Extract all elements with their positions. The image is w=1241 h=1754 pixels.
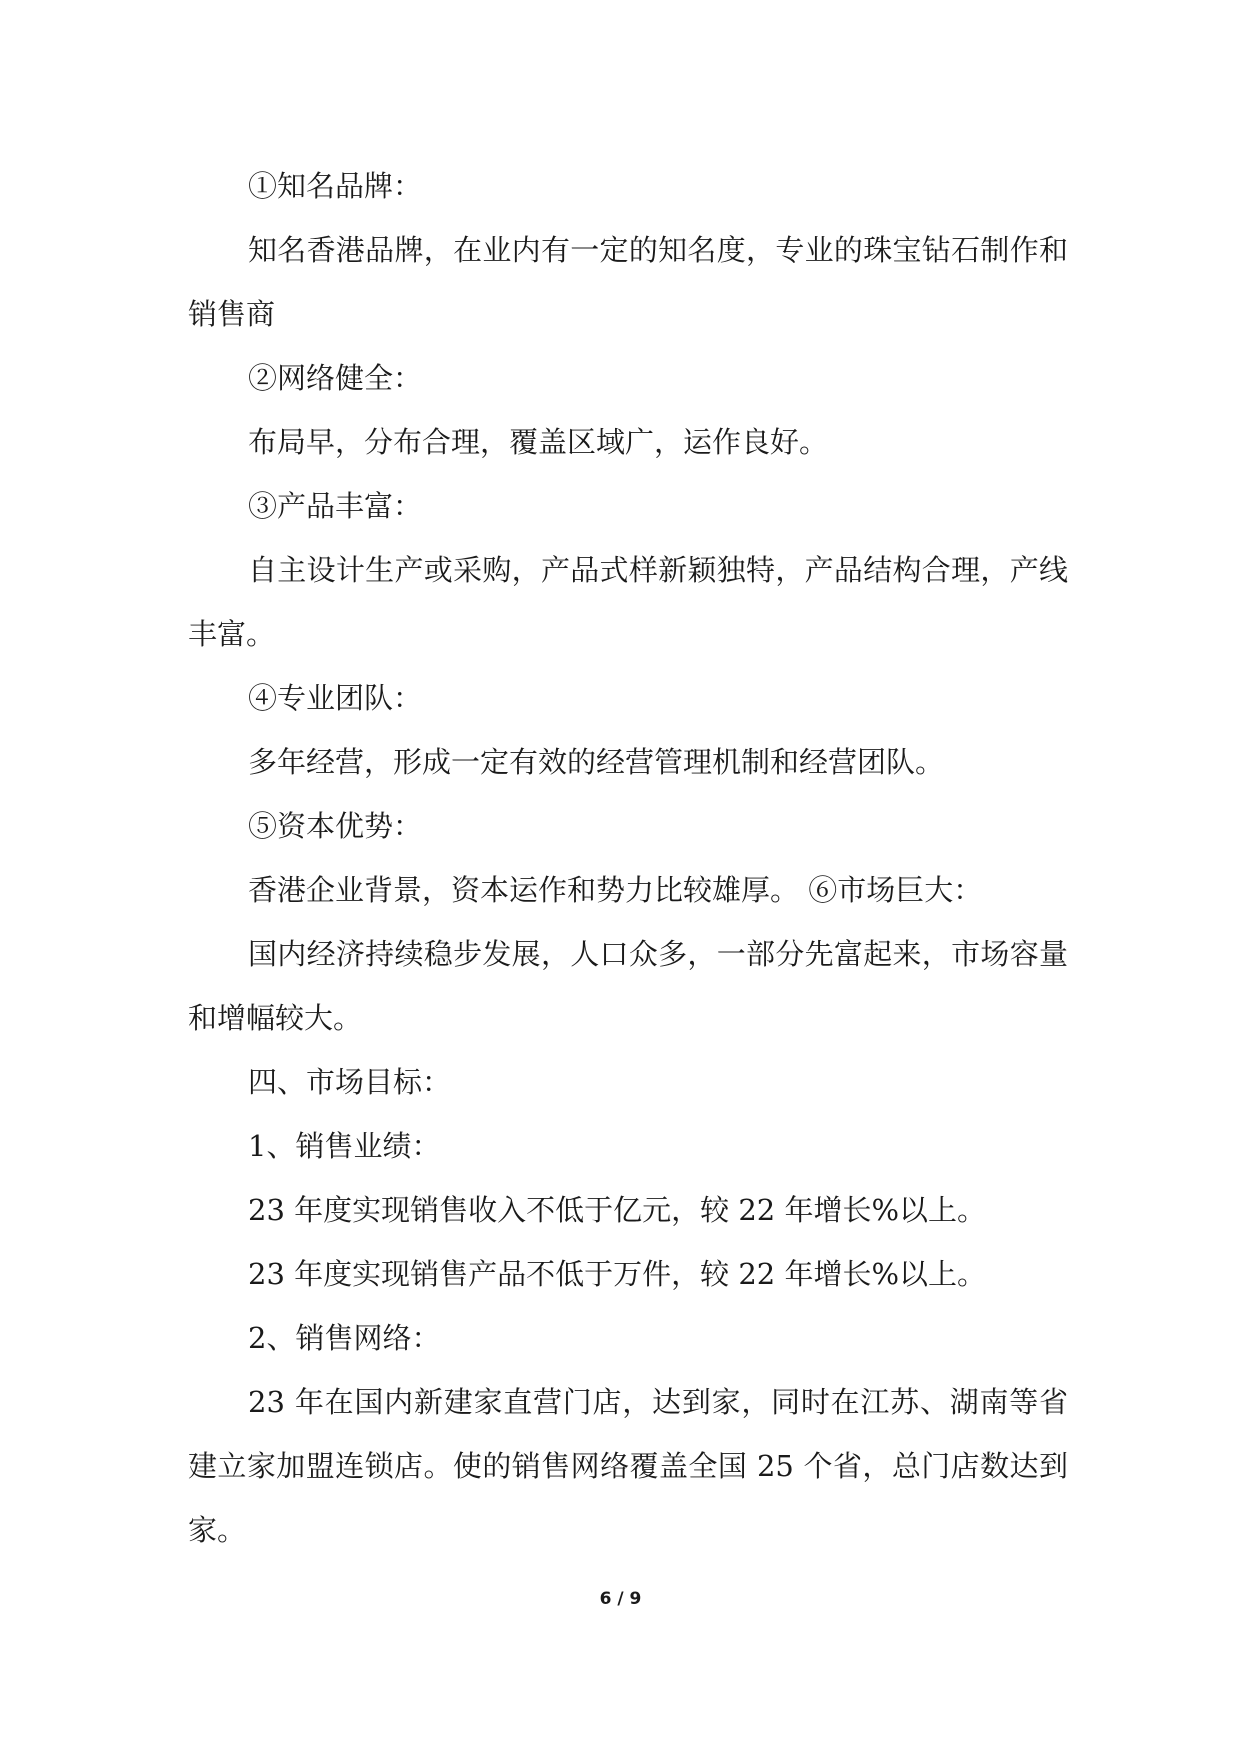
- paragraph: 国内经济持续稳步发展，人口众多，一部分先富起来，市场容量和增幅较大。: [188, 937, 1068, 1035]
- section-heading: 四、市场目标：: [248, 1065, 452, 1099]
- paragraph: 布局早，分布合理，覆盖区域广，运作良好。: [248, 425, 829, 459]
- subsection-heading: 2、销售网络：: [248, 1321, 441, 1355]
- subsection-heading: 1、销售业绩：: [248, 1129, 441, 1163]
- page-number: 6 / 9: [599, 1589, 642, 1609]
- paragraph: 知名香港品牌，在业内有一定的知名度，专业的珠宝钻石制作和销售商: [188, 233, 1068, 331]
- document-body: [188, 154, 1068, 1562]
- paragraph: 23 年在国内新建家直营门店，达到家，同时在江苏、湖南等省建立家加盟连锁店。使的销售网络覆盖全国 25 个省，总门店数达到家。: [188, 1385, 1068, 1547]
- paragraph: 自主设计生产或采购，产品式样新颖独特，产品结构合理，产线丰富。: [188, 553, 1068, 651]
- paragraph: ④专业团队：: [248, 681, 423, 715]
- paragraph: ③产品丰富：: [248, 489, 423, 523]
- paragraph: ②网络健全：: [248, 361, 423, 395]
- paragraph: 多年经营，形成一定有效的经营管理机制和经营团队。: [248, 745, 945, 779]
- paragraph: 23 年度实现销售收入不低于亿元，较 22 年增长%以上。: [248, 1193, 987, 1227]
- paragraph: ①知名品牌：: [248, 169, 423, 203]
- paragraph: 23 年度实现销售产品不低于万件，较 22 年增长%以上。: [248, 1257, 987, 1291]
- paragraph: 香港企业背景，资本运作和势力比较雄厚。 ⑥市场巨大：: [248, 873, 983, 907]
- paragraph: ⑤资本优势：: [248, 809, 423, 843]
